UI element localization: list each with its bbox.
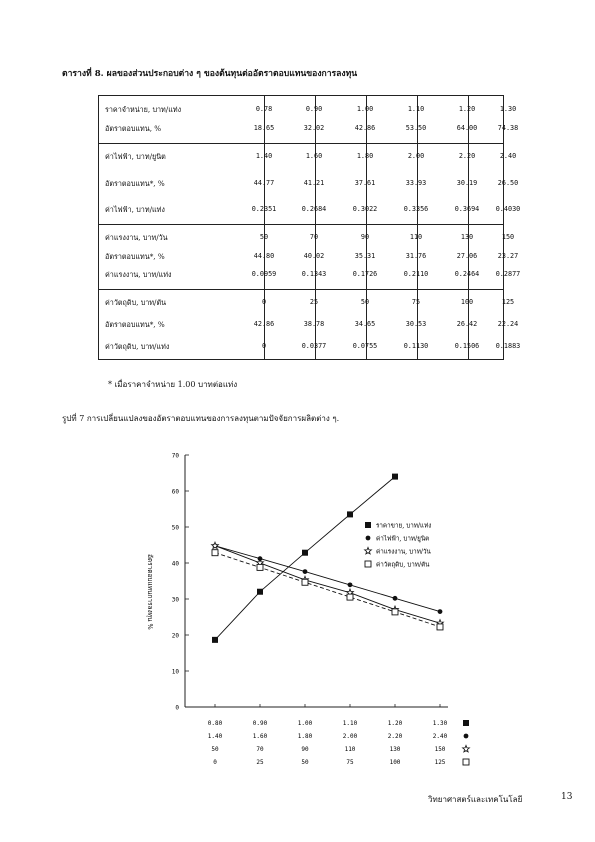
y-tick-label: 70 (171, 452, 179, 460)
table-cell: 0.3356 (403, 205, 429, 213)
table-cell: 2.20 (458, 152, 476, 160)
table-cell: 1.80 (356, 152, 374, 160)
data-point (302, 550, 308, 556)
x-row-marker (463, 759, 469, 765)
table-cell: 0.90 (305, 105, 323, 113)
data-point (303, 569, 308, 574)
table-cell: 0.0959 (251, 270, 277, 278)
x-tick-label: 1.10 (342, 720, 358, 727)
x-row-marker (463, 720, 469, 726)
table-cell: 0.1506 (454, 342, 480, 350)
table-cell: 26.42 (456, 320, 478, 328)
x-tick-label: 1.40 (207, 733, 223, 740)
legend-marker (365, 561, 371, 567)
x-tick-label: 110 (344, 746, 356, 753)
table-cell: 0.2464 (454, 270, 480, 278)
table-cell: 44.80 (253, 251, 275, 260)
table-cell: 1.00 (356, 105, 374, 113)
table-cell: 42.86 (253, 320, 275, 328)
legend-marker (365, 547, 372, 554)
table-group-divider (99, 224, 503, 225)
table-cell: 27.06 (456, 251, 478, 260)
table-cell: 18.65 (253, 124, 275, 132)
data-table (98, 95, 521, 360)
table-cell: 38.78 (303, 320, 325, 328)
table-cell: 2.00 (407, 152, 425, 160)
table-cell: 0.2351 (251, 205, 277, 213)
legend-label: ค่าไฟฟ้า, บาท/ยูนิต (376, 535, 430, 543)
data-point (392, 609, 398, 615)
table-cell: 1.60 (305, 152, 323, 160)
table-cell: 26.50 (497, 178, 519, 187)
table-row-label: ค่าไฟฟ้า, บาท/แท่ง (105, 205, 165, 214)
table-cell: 31.76 (405, 251, 427, 260)
table-cell: 0.1130 (403, 342, 429, 350)
x-tick-label: 0.90 (252, 720, 268, 727)
legend-label: ค่าวัตถุดิบ, บาท/ตัน (376, 561, 430, 569)
table-cell: 0.0755 (352, 342, 378, 350)
table-cell: 32.02 (303, 124, 325, 132)
table-cell: 0 (261, 298, 267, 306)
data-point (393, 596, 398, 601)
table-cell: 64.00 (456, 124, 478, 132)
y-tick-label: 10 (171, 668, 179, 676)
data-point (347, 594, 353, 600)
data-point (257, 564, 263, 570)
table-cell: 75 (411, 298, 421, 306)
table-cell: 25 (309, 298, 319, 306)
table-cell: 1.10 (407, 105, 425, 113)
page-footer: วิทยาศาสตร์และเทคโนโลยี (428, 795, 523, 804)
table-row-label: ค่าวัตถุดิบ, บาท/แท่ง (105, 342, 170, 351)
table-cell: 1.20 (458, 105, 476, 113)
table-row-label: ค่าแรงงาน, บาท/วัน (105, 233, 168, 242)
x-row-marker (463, 745, 470, 752)
x-tick-label: 100 (389, 759, 401, 766)
table-cell: 30.19 (456, 178, 478, 187)
series-line (215, 477, 395, 640)
table-cell: 37.61 (354, 178, 376, 187)
x-tick-label: 125 (434, 759, 446, 766)
x-tick-label: 50 (211, 746, 219, 753)
table-cell: 110 (409, 233, 423, 241)
table-cell: 30.53 (405, 320, 427, 328)
legend-marker (365, 522, 371, 528)
table-group-divider (99, 143, 503, 144)
table-cell: 50 (360, 298, 370, 306)
figure-caption: รูปที่ 7 การเปลี่ยนแปลงของอัตราตอบแทนของการลงทุนตามปัจจัยการผลิตต่าง ๆ. (62, 414, 340, 423)
table-cell: 0.1343 (301, 270, 327, 278)
legend-marker (366, 536, 371, 541)
series-line (215, 546, 440, 612)
table-cell: 0.0377 (301, 342, 327, 350)
table-row-label: ราคาจำหน่าย, บาท/แท่ง (105, 105, 182, 114)
data-point (392, 474, 398, 480)
data-point (437, 624, 443, 630)
y-tick-label: 0 (175, 704, 179, 712)
table-row-label: อัตราตอบแทน*, % (105, 178, 165, 188)
y-tick-label: 30 (171, 596, 179, 604)
table-cell: 44.77 (253, 178, 275, 187)
table-cell: 23.27 (497, 251, 519, 260)
x-tick-label: 75 (346, 759, 354, 766)
data-point (347, 511, 353, 517)
legend-label: ราคาขาย, บาท/แท่ง (376, 522, 432, 530)
table-caption: ตารางที่ 8. ผลของส่วนประกอบต่าง ๆ ของต้นทุนต่ออัตราตอบแทนของการลงทุน (62, 69, 358, 79)
table-cell: 0.78 (255, 105, 273, 113)
data-point (302, 579, 308, 585)
table-row-label: ค่าไฟฟ้า, บาท/ยูนิต (105, 152, 166, 161)
data-point (212, 550, 218, 556)
x-tick-label: 1.00 (297, 720, 313, 727)
table-cell: 0.4030 (495, 205, 521, 213)
table-cell: 0.3694 (454, 205, 480, 213)
y-tick-label: 50 (171, 524, 179, 532)
table-cell: 74.38 (497, 124, 519, 132)
x-tick-label: 90 (301, 746, 309, 753)
table-cell: 40.02 (303, 251, 325, 260)
x-tick-label: 50 (301, 759, 309, 766)
x-tick-label: 130 (389, 746, 401, 753)
table-row-label: อัตราตอบแทน, % (105, 124, 162, 133)
table-group-divider (99, 289, 503, 290)
x-tick-label: 2.40 (432, 733, 448, 740)
table-row-label: ค่าแรงงาน, บาท/แท่ง (105, 270, 172, 279)
table-cell: 0.2684 (301, 205, 327, 213)
footnote: * เมื่อราคาจำหน่าย 1.00 บาทต่อแท่ง (108, 380, 238, 389)
x-tick-label: 150 (434, 746, 446, 753)
table-cell: 0.3022 (352, 205, 378, 213)
legend-label: ค่าแรงงาน, บาท/วัน (376, 548, 431, 556)
y-tick-label: 40 (171, 560, 179, 568)
x-tick-label: 25 (256, 759, 264, 766)
table-row-label: อัตราตอบแทน*, % (105, 251, 165, 261)
table-cell: 70 (309, 233, 319, 241)
table-cell: 1.30 (499, 105, 517, 113)
table-cell: 22.24 (497, 320, 519, 328)
y-tick-label: 60 (171, 488, 179, 496)
data-point (257, 589, 263, 595)
x-row-marker (464, 734, 469, 739)
y-axis-label: อัตราตอบแทนการลงทุน % (146, 553, 154, 630)
page-number: 13 (561, 792, 573, 802)
table-cell: 1.40 (255, 152, 273, 160)
table-cell: 34.65 (354, 320, 376, 328)
table-cell: 33.93 (405, 178, 427, 187)
x-tick-label: 2.00 (342, 733, 358, 740)
table-cell: 130 (460, 233, 474, 241)
x-tick-label: 70 (256, 746, 264, 753)
x-tick-label: 1.60 (252, 733, 268, 740)
x-tick-label: 2.20 (387, 733, 403, 740)
table-cell: 35.31 (354, 251, 376, 260)
x-tick-label: 1.20 (387, 720, 403, 727)
table-cell: 42.86 (354, 124, 376, 132)
table-cell: 2.40 (499, 152, 517, 160)
table-cell: 50 (259, 233, 269, 241)
table-cell: 150 (501, 233, 515, 241)
data-point (212, 542, 219, 549)
series-line (215, 546, 440, 624)
x-tick-label: 1.30 (432, 720, 448, 727)
table-cell: 0 (261, 342, 267, 350)
table-row-label: อัตราตอบแทน*, % (105, 320, 165, 329)
line-chart (130, 445, 448, 780)
data-point (348, 582, 353, 587)
x-tick-label: 0.80 (207, 720, 223, 727)
table-cell: 0.2877 (495, 270, 521, 278)
table-cell: 41.21 (303, 178, 325, 187)
table-cell: 0.1883 (495, 342, 521, 350)
table-cell: 0.1726 (352, 270, 378, 278)
x-tick-label: 1.80 (297, 733, 313, 740)
table-cell: 90 (360, 233, 370, 241)
y-tick-label: 20 (171, 632, 179, 640)
data-point (438, 609, 443, 614)
table-cell: 125 (501, 298, 515, 306)
table-cell: 0.2110 (403, 270, 429, 278)
x-tick-label: 0 (213, 759, 217, 766)
table-cell: 53.50 (405, 124, 427, 132)
data-point (212, 637, 218, 643)
table-cell: 100 (460, 298, 474, 306)
table-row-label: ค่าวัตถุดิบ, บาท/ตัน (105, 298, 167, 307)
